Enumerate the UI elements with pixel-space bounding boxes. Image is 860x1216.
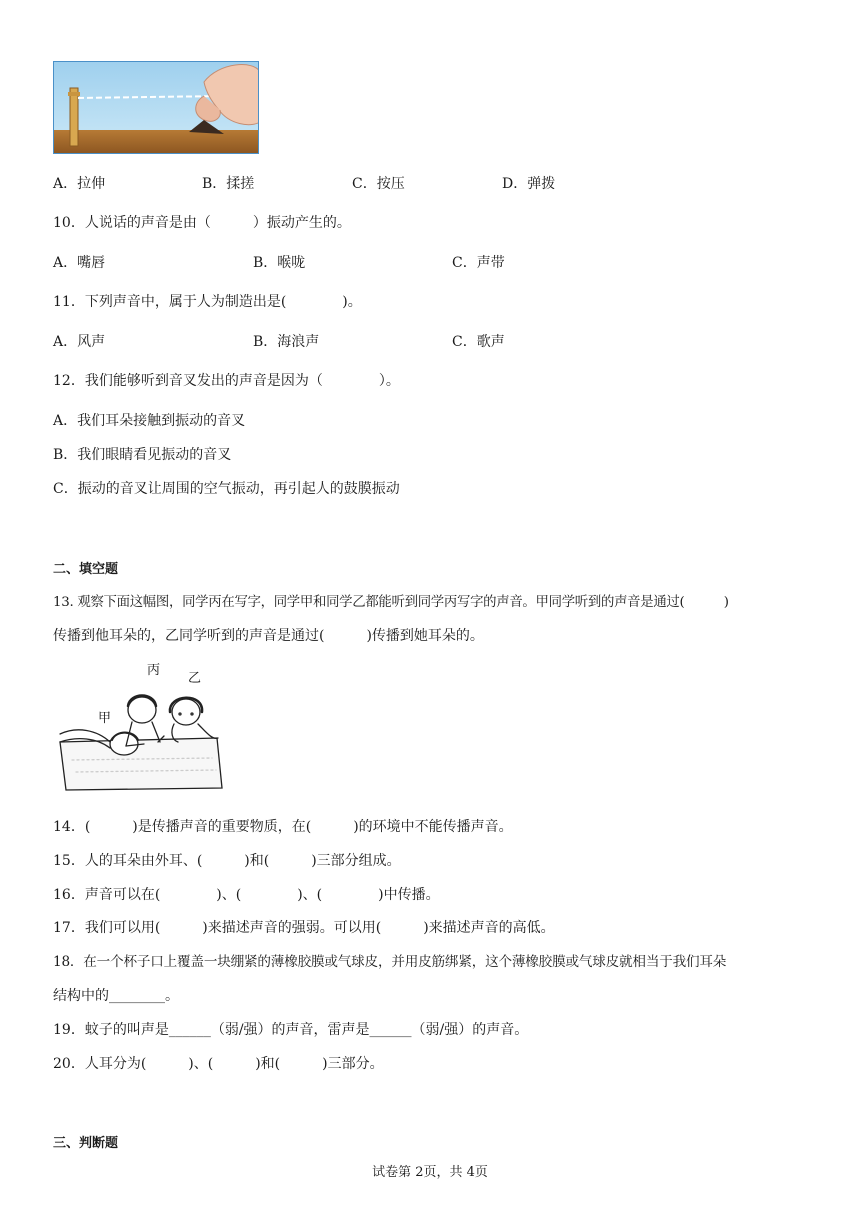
- label-yi: 乙: [188, 671, 202, 686]
- option-d: D．弹拨: [502, 176, 556, 192]
- question-18-line-1: 18．在一个杯子口上覆盖一块绷紧的薄橡胶膜或气球皮，并用皮筋绑紧，这个薄橡胶膜或气球皮就相当于我们耳朵: [53, 954, 727, 970]
- question-18-line-2: 结构中的________。: [53, 988, 179, 1004]
- option-c: C．歌声: [452, 334, 505, 350]
- option-a: A．风声: [53, 334, 106, 350]
- question-10: 10．人说话的声音是由（ ）振动产生的。: [53, 215, 351, 231]
- question-13-line-1: 13. 观察下面这幅图，同学丙在写字，同学甲和同学乙都能听到同学丙写字的声音。甲同学听到的声音是通过( ): [53, 595, 729, 610]
- question-13-line-2: 传播到他耳朵的，乙同学听到的声音是通过( )传播到她耳朵的。: [53, 628, 484, 644]
- page-footer: 试卷第 2页，共 4页: [372, 1165, 488, 1180]
- question-19: 19．蚊子的叫声是______（弱/强）的声音，雷声是______（弱/强）的声音。: [53, 1022, 529, 1038]
- section-judgment-title: 三、判断题: [53, 1136, 119, 1151]
- section-fill-in-title: 二、填空题: [53, 562, 119, 577]
- string-stretch-illustration: [53, 61, 259, 154]
- question-15: 15．人的耳朵由外耳、( )和( )三部分组成。: [53, 853, 401, 869]
- option-c: C．声带: [452, 255, 505, 271]
- option-a: A．拉伸: [53, 176, 106, 192]
- question-14: 14．( )是传播声音的重要物质，在( )的环境中不能传播声音。: [53, 819, 513, 835]
- label-jia: 甲: [98, 711, 112, 726]
- option-c: C．按压: [352, 176, 405, 192]
- option-a: A．我们耳朵接触到振动的音叉: [53, 413, 246, 429]
- option-b: B．喉咙: [253, 255, 306, 271]
- question-17: 17．我们可以用( )来描述声音的强弱。可以用( )来描述声音的高低。: [53, 920, 555, 936]
- question-20: 20．人耳分为( )、( )和( )三部分。: [53, 1056, 384, 1072]
- option-a: A．嘴唇: [53, 255, 106, 271]
- option-b: B．揉搓: [202, 176, 255, 192]
- option-b: B．海浪声: [253, 334, 320, 350]
- classroom-illustration: [52, 660, 228, 792]
- option-b: B．我们眼睛看见振动的音叉: [53, 447, 232, 463]
- label-bing: 丙: [147, 663, 161, 678]
- option-c: C．振动的音叉让周围的空气振动，再引起人的鼓膜振动: [53, 481, 400, 497]
- question-12: 12．我们能够听到音叉发出的声音是因为（ ）。: [53, 373, 400, 389]
- question-16: 16．声音可以在( )、( )、( )中传播。: [53, 887, 440, 903]
- question-11: 11．下列声音中，属于人为制造出是( )。: [53, 294, 362, 310]
